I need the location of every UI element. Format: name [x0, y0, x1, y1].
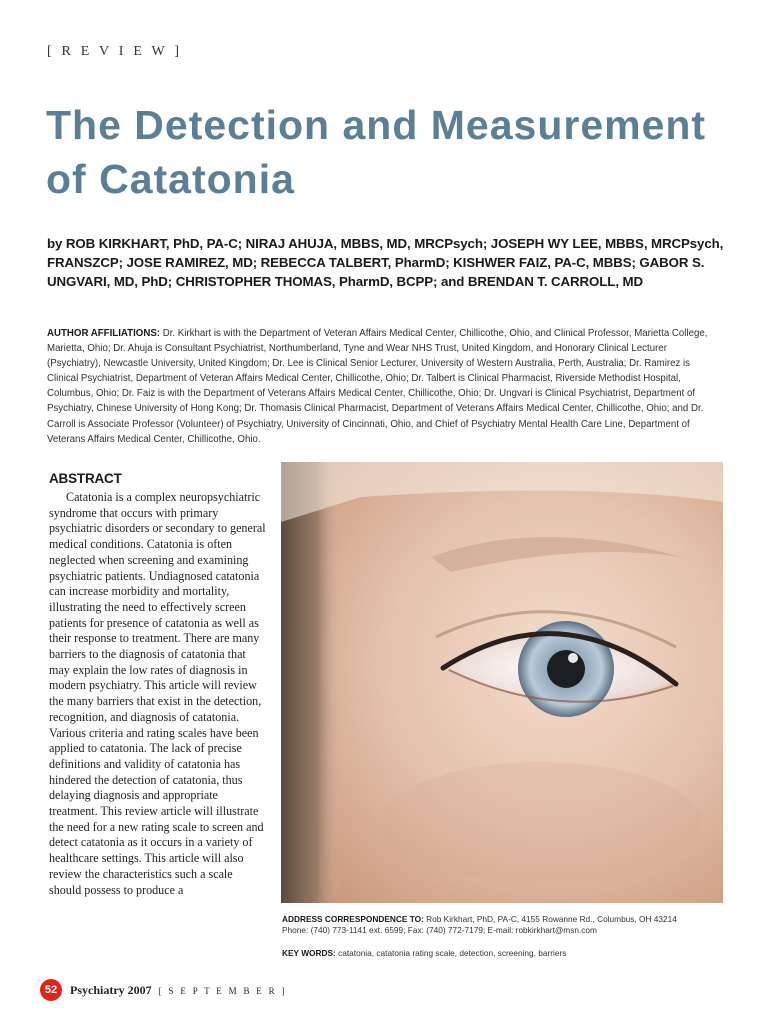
eye-photo	[281, 462, 723, 903]
key-words	[282, 948, 722, 959]
address-correspondence	[282, 914, 722, 936]
keywords-text: catatonia, catatonia rating scale, detection, screening, barriers	[338, 948, 567, 958]
abstract-body: Catatonia is a complex neuropsychiatric syndrome that occurs with primary psychiatric disorders or secondary to general medical conditions. Catatonia is often neglected when screening and examining psychiatric patients. Undiagnosed catatonia can increase morbidity and mortality, illustrating the need to effectively screen patients for presence of catatonia as well as their response to treatment. There are many barriers to the diagnosis of catatonia that may explain the low rates of diagnosis in modern psychiatry. This article will review the many barriers that exist in the detection, recognition, and diagnosis of catatonia. Various criteria and rating scales have been applied to catatonia. The lack of precise definitions and validity of catatonia has hindered the detection of catatonia, thus delaying diagnosis and appropriate treatment. This review article will illustrate the need for a new rating scale to screen and detect catatonia as it occurs in a variety of healthcare settings. This article will also review the characteristics such a scale should possess to produce a	[49, 490, 266, 897]
publication-month: [ S E P T E M B E R ]	[158, 986, 287, 996]
publication-name: Psychiatry 2007	[70, 983, 152, 997]
keywords-label: KEY WORDS:	[282, 948, 336, 958]
affiliations-label: AUTHOR AFFILIATIONS:	[47, 328, 161, 339]
page-number-badge: 52	[40, 979, 62, 1001]
correspondence-label: ADDRESS CORRESPONDENCE TO:	[282, 914, 424, 924]
correspondence-line2: Phone: (740) 773-1141 ext. 6599; Fax: (740) 772-7179; E-mail: robkirkhart@msn.com	[282, 925, 597, 935]
author-byline: by ROB KIRKHART, PhD, PA-C; NIRAJ AHUJA, MBBS, MD, MRCPsych; JOSEPH WY LEE, MBBS, MRCPsych, FRANSZCP; JOSE RAMIREZ, MD; REBECCA TALBERT, PharmD; KISHWER FAIZ, PA-C, MBBS; GABOR S. UNGVARI, MD, PhD; CHRISTOPHER THOMAS, PharmD, BCPP; and BRENDAN T. CARROLL, MD	[47, 236, 724, 289]
correspondence-line1: Rob Kirkhart, PhD, PA-C, 4155 Rowanne Rd., Columbus, OH 43214	[426, 914, 677, 924]
affiliations-text: Dr. Kirkhart is with the Department of Veteran Affairs Medical Center, Chillicothe, Ohio, and Clinical Professor, Marietta College, Marietta, Ohio; Dr. Ahuja is Consultant Psychiatrist, Northumberland, Tyne and Wear NHS Trust, United Kingdom, and Honorary Clinical Lecturer (Psychiatry), Newcastle University, United Kingdom; Dr. Lee is Clinical Senior Lecturer, University of Western Australia, Perth, Australia; Dr. Ramirez is Clinical Psychiatrist, Department of Veteran Affairs Medical Center, Chillicothe, Ohio; Dr. Talbert is Clinical Pharmacist, Riverside Methodist Hospital, Columbus, Ohio; Dr. Faiz is with the Department of Veterans Affairs Medical Center, Chillicothe, Ohio; Dr. Ungvari is Clinical Psychiatrist, Department of Psychiatry, Chinese University of Hong Kong; Dr. Thomasis Clinical Pharmacist, Department of Veterans Affairs Medical Center, Chillicothe, Ohio; and Dr. Carroll is Associate Professor (Volunteer) of Psychiatry, University of Cincinnati, Ohio, and Chief of Psychiatry Mental Health Care Line, Department of Veterans Affairs Medical Center, Chillicothe, Ohio.	[47, 328, 708, 445]
article-title: The Detection and Measurement of Catatonia	[46, 102, 707, 202]
abstract-heading: ABSTRACT	[49, 471, 122, 486]
section-tag: [ R E V I E W ]	[47, 44, 183, 59]
footer	[70, 983, 287, 998]
author-affiliations	[47, 326, 722, 447]
